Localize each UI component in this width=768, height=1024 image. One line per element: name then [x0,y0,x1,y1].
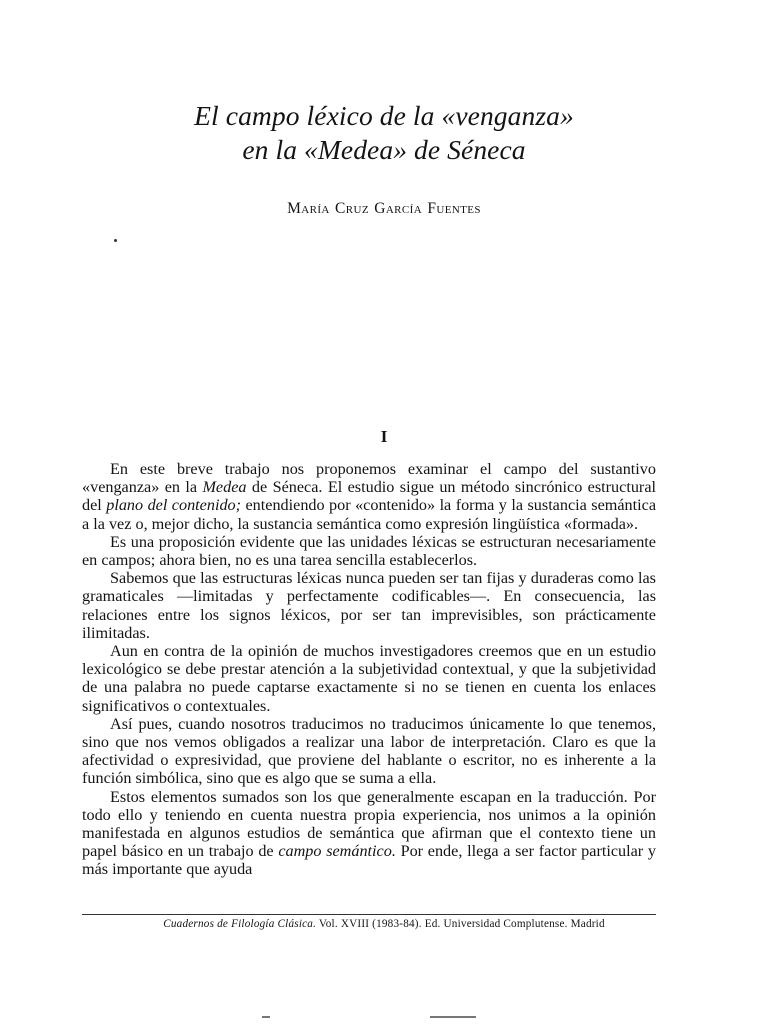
title-line-1: El campo léxico de la «venganza» [194,100,574,131]
paragraph-text: En este breve trabajo nos proponemos examinar el campo del sustantivo «venganza» en la [82,460,656,497]
paragraph-text: de Séneca. El estudio sigue un método sincrónico estructural del [82,478,657,515]
paragraph-3 [82,569,656,642]
section-number: I [380,427,388,446]
paragraph-4 [82,642,656,715]
paragraph-text: Estos elementos sumados son los que generalmente escapan en la traducción. Por todo ello y teniendo en cuenta nuestra propia experiencia, nos unimos a la opinión manifestada en algunos estudios de semántica que afirman que el contexto tiene un papel básico en un trabajo de [82,787,656,861]
footer-citation [0,918,768,930]
body-text [82,460,656,879]
article-title [0,99,768,167]
paragraph-text: Sabemos que las estructuras léxicas nunca pueden ser tan fijas y duraderas como las gramaticales —limitadas y perfectamente codificables—. En consecuencia, las relaciones entre los signos léxicos, por ser tan imprevisibles, son prácticamente ilimitadas. [82,569,656,642]
author-name [0,200,768,218]
paragraph-text: Así pues, cuando nosotros traducimos no traducimos únicamente lo que tenemos, sino que nos vemos obligados a realizar una labor de interpretación. Claro es que la afectividad o expresividad, que proviene del hablante o escritor, no es inherente a la función simbólica, sino que es algo que se suma a ella. [82,714,656,788]
print-speck [114,239,117,242]
italic-text: plano del contenido; [106,496,242,515]
paragraph-text: Aun en contra de la opinión de muchos investigadores creemos que en un estudio lexicológico se debe prestar atención a la subjetividad contextual, y que la subjetividad de una palabra no puede captarse exactamente si no se tienen en cuenta los enlaces significativos o contextuales. [82,642,656,715]
italic-text: Medea [202,478,247,497]
paragraph-5 [82,715,656,788]
italic-text: campo semántico. [278,842,396,861]
citation-details: Vol. XVIII (1983-84). Ed. Universidad Complutense. Madrid [316,918,605,930]
title-line-2: en la «Medea» de Séneca [242,134,526,165]
paragraph-text: Por ende, llega a ser factor particular y más importante que ayuda [82,842,656,879]
scan-marks [0,1016,768,1020]
scan-mark [262,1016,270,1018]
paragraph-text: Es una proposición evidente que las unidades léxicas se estructuran necesariamente en campos; ahora bien, no es una tarea sencilla establecerlos. [82,532,656,570]
scan-mark [430,1016,476,1018]
journal-name: Cuadernos de Filología Clásica. [163,918,317,930]
footer-rule [82,914,656,915]
author-name-text: María Cruz García Fuentes [287,200,481,217]
paragraph-1 [82,460,656,533]
paragraph-text: entendiendo por «contenido» la forma y la sustancia semántica a la vez o, mejor dicho, la sustancia semántica como expresión lingüística «formada». [82,496,657,533]
paragraph-2 [82,533,656,569]
paragraph-6 [82,788,656,879]
